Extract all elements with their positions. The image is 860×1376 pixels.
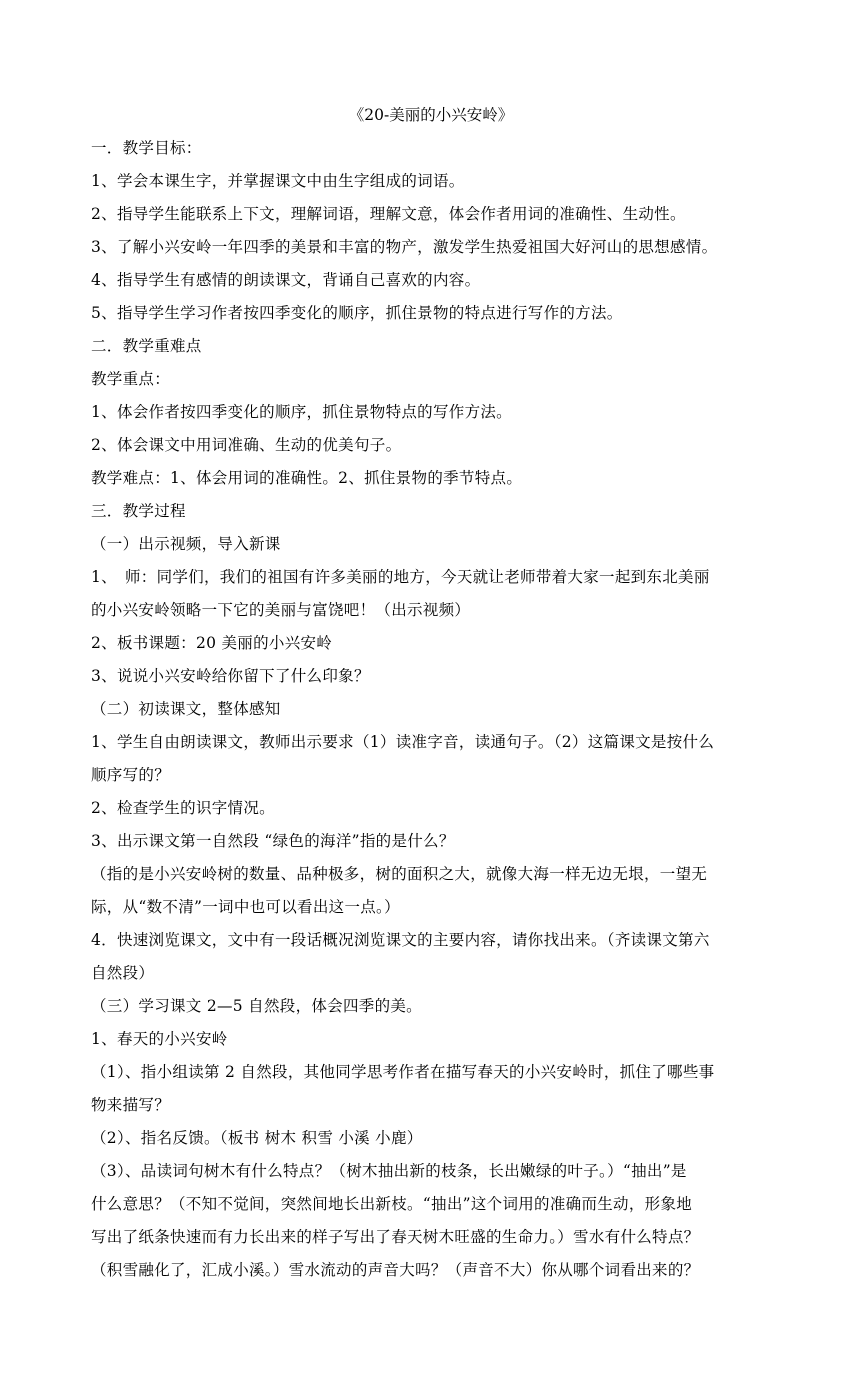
text-line: 3、出示课文第一自然段 “绿色的海洋”指的是什么？ (91, 832, 455, 850)
document-title: 《20-美丽的小兴安岭》 (348, 106, 514, 124)
section-heading: 三．教学过程 (91, 502, 186, 520)
text-line: 1、学生自由朗读课文，教师出示要求（1）读准字音，读通句子。（2）这篇课文是按什么 (91, 733, 715, 751)
text-line: 2、检查学生的识字情况。 (91, 799, 275, 817)
text-line: 4、指导学生有感情的朗读课文，背诵自己喜欢的内容。 (91, 271, 481, 289)
text-line: 3、说说小兴安岭给你留下了什么印象？ (91, 667, 370, 685)
text-line: 教学难点：1、体会用词的准确性。2、抓住景物的季节特点。 (91, 469, 523, 487)
text-line: 1、春天的小兴安岭 (91, 1030, 228, 1048)
text-line: 什么意思？（不知不觉间，突然间地长出新枝。“抽出”这个词用的准确而生动，形象地 (91, 1195, 693, 1213)
text-line: 1、体会作者按四季变化的顺序，抓住景物特点的写作方法。 (91, 403, 512, 421)
text-line: 写出了纸条快速而有力长出来的样子写出了春天树木旺盛的生命力。）雪水有什么特点？ (91, 1228, 700, 1246)
text-line: 3、了解小兴安岭一年四季的美景和丰富的物产，激发学生热爱祖国大好河山的思想感情。 (91, 238, 718, 256)
text-line: 5、指导学生学习作者按四季变化的顺序，抓住景物的特点进行写作的方法。 (91, 304, 623, 322)
text-line: 2、指导学生能联系上下文，理解词语，理解文意，体会作者用词的准确性、生动性。 (91, 205, 686, 223)
text-line: 的小兴安岭领略一下它的美丽与富饶吧！（出示视频） (91, 601, 471, 619)
subsection-heading: （三）学习课文 2—5 自然段，体会四季的美。 (91, 997, 422, 1015)
text-line: 自然段） (91, 964, 155, 982)
text-line: （3）、品读词句树木有什么特点？（树木抽出新的枝条，长出嫩绿的叶子。）“抽出”是 (91, 1162, 687, 1180)
subsection-heading: （一）出示视频，导入新课 (91, 535, 281, 553)
text-line: 顺序写的？ (91, 766, 171, 784)
text-line: 4．快速浏览课文，文中有一段话概况浏览课文的主要内容，请你找出来。（齐读课文第六 (91, 931, 710, 949)
text-line: 1、 师：同学们，我们的祖国有许多美丽的地方，今天就让老师带着大家一起到东北美丽 (91, 568, 710, 586)
document-body (91, 102, 771, 1287)
text-line: 2、体会课文中用词准确、生动的优美句子。 (91, 436, 402, 454)
text-line: 1、学会本课生字，并掌握课文中由生字组成的词语。 (91, 172, 465, 190)
text-line: （1）、指小组读第 2 自然段，其他同学思考作者在描写春天的小兴安岭时，抓住了哪些事 (91, 1063, 715, 1081)
text-line: （2）、指名反馈。（板书 树木 积雪 小溪 小鹿） (91, 1129, 423, 1147)
text-line: （积雪融化了，汇成小溪。）雪水流动的声音大吗？（声音不大）你从哪个词看出来的？ (91, 1261, 700, 1279)
text-line: （指的是小兴安岭树的数量、品种极多，树的面积之大，就像大海一样无边无垠，一望无 (91, 865, 708, 883)
text-line: 教学重点： (91, 370, 171, 388)
section-heading: 二．教学重难点 (91, 337, 202, 355)
text-line: 一．教学目标： (91, 139, 202, 157)
text-line: 2、板书课题：20 美丽的小兴安岭 (91, 634, 333, 652)
text-line: 际，从“数不清”一词中也可以看出这一点。） (91, 898, 400, 916)
text-line: 物来描写？ (91, 1096, 171, 1114)
subsection-heading: （二）初读课文，整体感知 (91, 700, 281, 718)
